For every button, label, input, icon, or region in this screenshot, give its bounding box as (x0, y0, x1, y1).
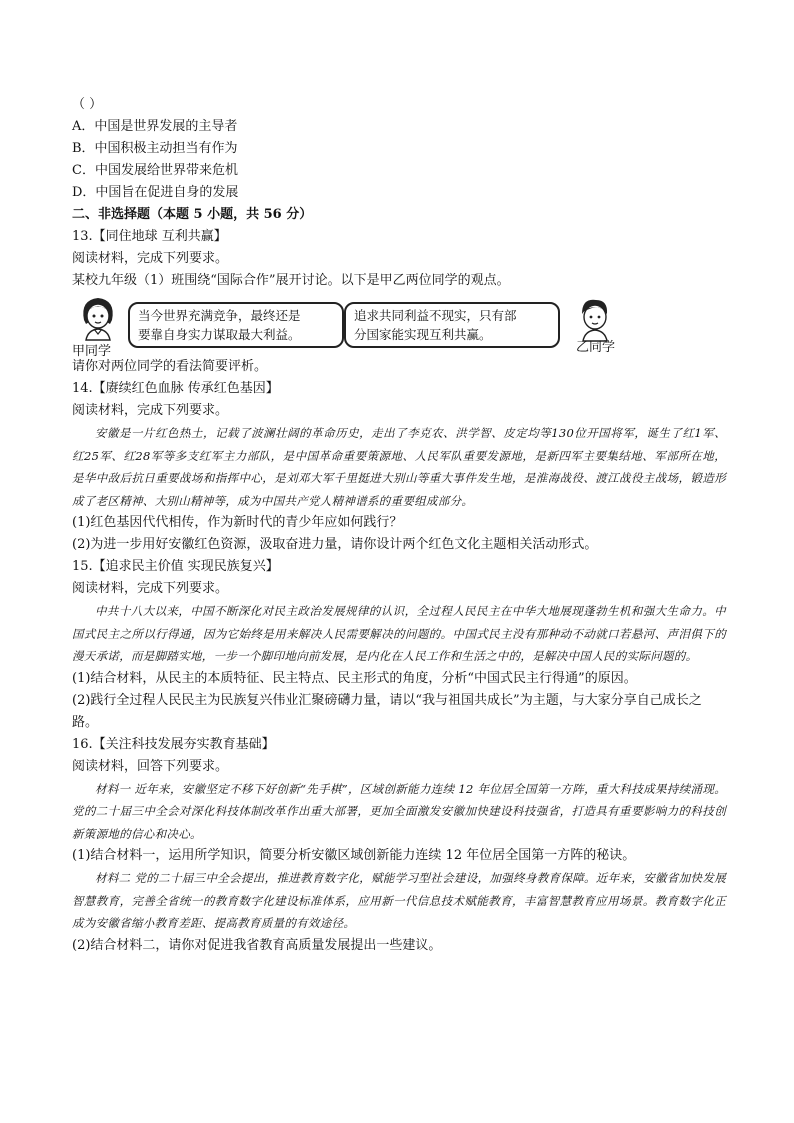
question-16-part-1: (1)结合材料一，运用所学知识，简要分析安徽区域创新能力连续 12 年位居全国第一方阵的秘诀。 (72, 848, 636, 863)
material-text: 中共十八大以来，中国不断深化对民主政治发展规律的认识，全过程人民民主在中华大地展现蓬勃生机和强大生命力。中国式民主之所以行得通，因为它始终是用来解决人民需要解决的问题的。中国式民主没有那种动不动就口若悬河、声泪俱下的漫天承诺，而是脚踏实地，一步一个脚印地向前发展，是内化在人民工作和生活之中的，是解决中国人民的实际问题的。 (72, 604, 726, 663)
bubble-a-line-2: 要靠自身实力谋取最大利益。 (138, 327, 301, 342)
material-text: 材料一 近年来，安徽坚定不移下好创新“先手棋”，区域创新能力连续 12 年位居全国第一方阵，重大科技成果持续涌现。党的二十届三中全会对深化科技体制改革作出重大部署，更加全面激发安徽加快建设科技强省，打造具有重要影响力的科技创新策源地的信心和决心。 (72, 781, 726, 841)
section-2-title: 二、非选择题（本题 5 小题，共 56 分） (72, 207, 313, 222)
question-15-instruction: 阅读材料，完成下列要求。 (72, 581, 229, 596)
question-16-part-2: (2)结合材料二，请你对促进我省教育高质量发展提出一些建议。 (72, 937, 442, 953)
question-14-title: 14.【赓续红色血脉 传承红色基因】 (72, 381, 279, 396)
speech-bubble-b (344, 302, 560, 348)
material-text: 安徽是一片红色热土，记载了波澜壮阔的革命历史，走出了李克农、洪学智、皮定均等130位开国将军，诞生了红1军、红25军、红28军等多支红军主力部队，是中国革命重要策源地、人民军队重要发源地，是新四军主要集结地、军部所在地，是华中敌后抗日重要战场和指挥中心，是刘邓大军千里挺进大别山等重大事件发生地，是淮海战役、渡江战役主战场，锻造形成了老区精神、大别山精神等，成为中国共产党人精神谱系的重要组成部分。 (72, 426, 726, 508)
question-14-part-1: (1)红色基因代代相传，作为新时代的青少年应如何践行？ (72, 515, 403, 530)
speech-bubble-a (128, 302, 344, 348)
student-b-label: 乙同学 (576, 340, 616, 355)
bubble-b-line-2: 分国家能实现互利共赢。 (354, 327, 492, 342)
question-13-task: 请你对两位同学的看法简要评析。 (72, 359, 268, 374)
exam-page (72, 94, 726, 957)
question-15-material (72, 600, 726, 668)
bubble-a-line-1: 当今世界充满竞争，最终还是 (138, 308, 301, 323)
option-d: D．中国旨在促进自身的发展 (72, 185, 239, 200)
girl-student-icon (74, 294, 122, 344)
option-c: C．中国发展给世界带来危机 (72, 163, 238, 178)
question-13-title: 13.【同住地球 互利共赢】 (72, 229, 227, 244)
material-text: 材料二 党的二十届三中全会提出，推进教育数字化，赋能学习型社会建设，加强终身教育保障。近年来，安徽省加快发展智慧教育，完善全省统一的教育数字化建设标准体系，应用新一代信息技术赋能教育，丰富智慧教育应用场景。教育数字化正成为安徽省缩小教育差距、提高教育质量的有效途径。 (72, 871, 726, 930)
question-16-material-2 (72, 867, 726, 935)
question-15-part-2: (2)践行全过程人民民主为民族复兴伟业汇聚磅礴力量，请以“我与祖国共成长”为主题，与大家分享自己成长之路。 (72, 692, 702, 730)
question-13-instruction: 阅读材料，完成下列要求。 (72, 251, 229, 266)
question-13-intro: 某校九年级（1）班围绕“国际合作”展开讨论。以下是甲乙两位同学的观点。 (72, 273, 510, 288)
question-16-instruction: 阅读材料，回答下列要求。 (72, 758, 229, 774)
question-16-material-1 (72, 778, 726, 846)
question-15-part-1: (1)结合材料，从民主的本质特征、民主特点、民主形式的角度，分析“中国式民主行得通”的原因。 (72, 670, 637, 686)
option-a: A．中国是世界发展的主导者 (72, 119, 238, 134)
question-14-instruction: 阅读材料，完成下列要求。 (72, 403, 229, 418)
discussion-figure (72, 294, 726, 359)
student-a-label: 甲同学 (72, 344, 112, 359)
option-b: B．中国积极主动担当有作为 (72, 141, 238, 156)
question-16-title: 16.【关注科技发展夯实教育基础】 (72, 736, 275, 752)
question-12-paren: （ ） (72, 97, 103, 112)
question-14-material (72, 422, 726, 512)
bubble-b-line-1: 追求共同利益不现实，只有部 (354, 308, 517, 323)
question-15-title: 15.【追求民主价值 实现民族复兴】 (72, 559, 279, 574)
question-14-part-2: (2)为进一步用好安徽红色资源，汲取奋进力量，请你设计两个红色文化主题相关活动形式。 (72, 537, 598, 552)
